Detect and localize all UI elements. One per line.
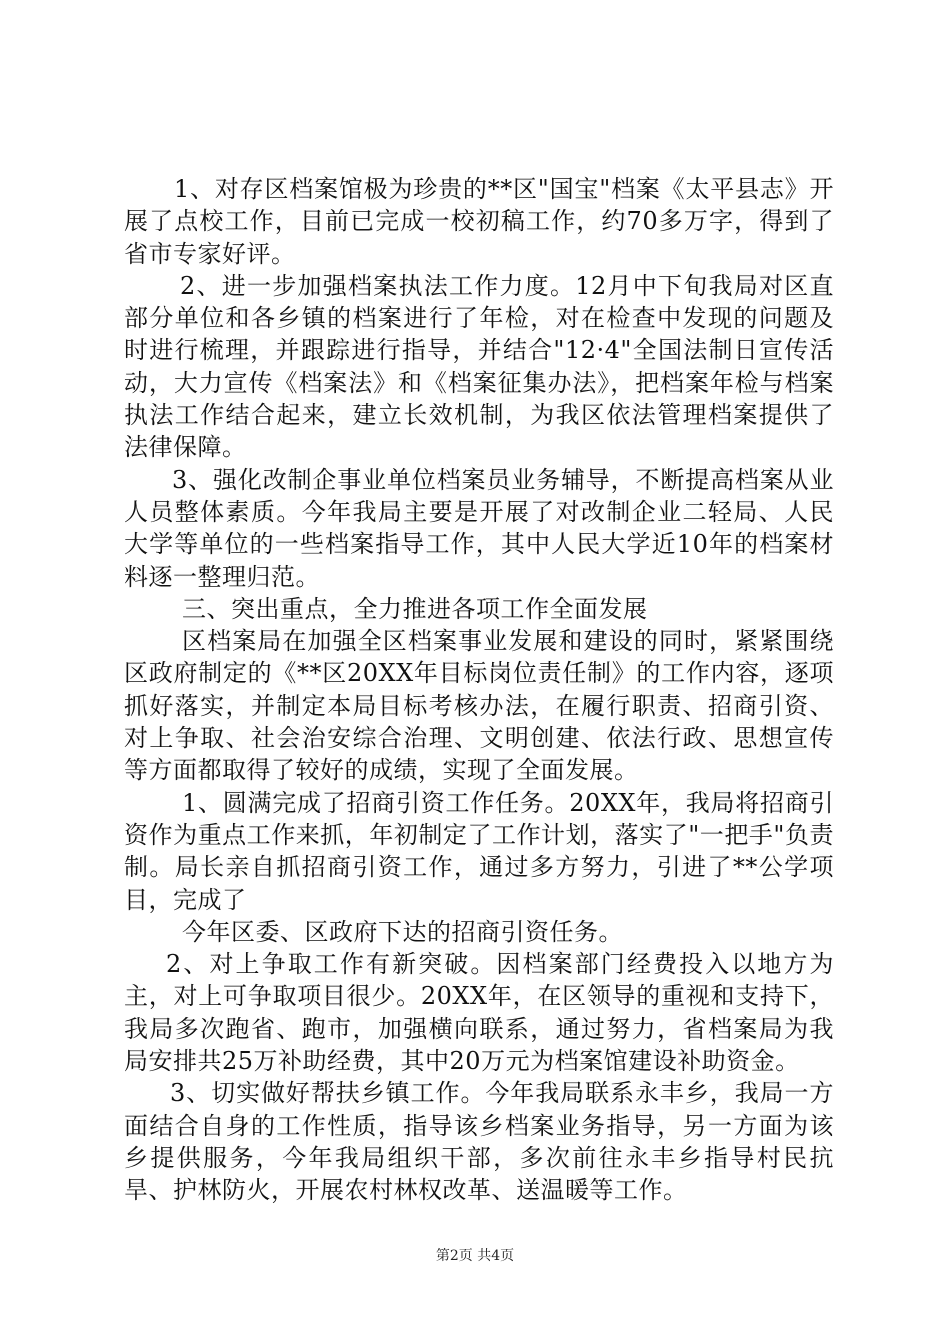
paragraph-6: 1、圆满完成了招商引资工作任务。20XX年，我局将招商引资作为重点工作来抓，年初制定了工作计划，落实了"一把手"负责制。局长亲自抓招商引资工作，通过多方努力，引进了**公学项目，完成了 [124, 788, 834, 914]
paragraph-1: 1、对存区档案馆极为珍贵的**区"国宝"档案《太平县志》开展了点校工作，目前已完成一校初稿工作，约70多万字，得到了省市专家好评。 [124, 175, 834, 268]
section-heading: 三、突出重点，全力推进各项工作全面发展 [182, 594, 648, 623]
page-footer: 第2页 共4页 [435, 1248, 515, 1264]
paragraph-7: 今年区委、区政府下达的招商引资任务。 [182, 917, 623, 946]
paragraph-3: 3、强化改制企事业单位档案员业务辅导，不断提高档案从业人员整体素质。今年我局主要是开展了对改制企业二轻局、人民大学等单位的一些档案指导工作，其中人民大学近10年的档案材料逐一整理归范。 [124, 465, 834, 591]
document-body [124, 173, 834, 1207]
paragraph-5: 区档案局在加强全区档案事业发展和建设的同时，紧紧围绕区政府制定的《**区20XX年目标岗位责任制》的工作内容，逐项抓好落实，并制定本局目标考核办法，在履行职责、招商引资、对上争取、社会治安综合治理、文明创建、依法行政、思想宣传等方面都取得了较好的成绩，实现了全面发展。 [124, 627, 834, 785]
paragraph-2: 2、进一步加强档案执法工作力度。12月中下旬我局对区直部分单位和各乡镇的档案进行了年检，对在检查中发现的问题及时进行梳理，并跟踪进行指导，并结合"12·4"全国法制日宣传活动，大力宣传《档案法》和《档案征集办法》，把档案年检与档案执法工作结合起来，建立长效机制，为我区依法管理档案提供了法律保障。 [124, 271, 834, 462]
paragraph-8: 2、对上争取工作有新突破。因档案部门经费投入以地方为主，对上可争取项目很少。20XX年，在区领导的重视和支持下，我局多次跑省、跑市，加强横向联系，通过努力，省档案局为我局安排共25万补助经费，其中20万元为档案馆建设补助资金。 [124, 950, 834, 1076]
paragraph-9: 3、切实做好帮扶乡镇工作。今年我局联系永丰乡，我局一方面结合自身的工作性质，指导该乡档案业务指导，另一方面为该乡提供服务，今年我局组织干部，多次前往永丰乡指导村民抗旱、护林防火，开展农村林权改革、送温暖等工作。 [124, 1079, 834, 1205]
